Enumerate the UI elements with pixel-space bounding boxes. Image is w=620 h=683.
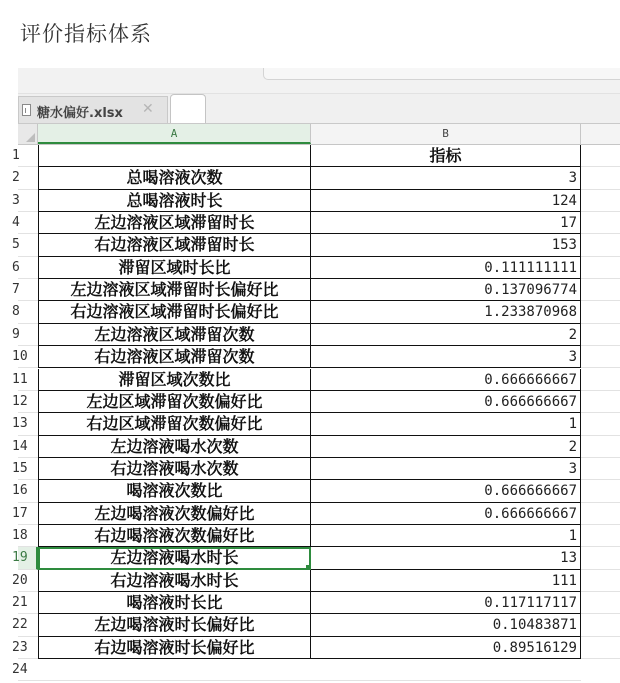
indicator-name-cell[interactable]: 滞留区域次数比 (38, 369, 311, 391)
indicator-name-cell[interactable]: 右边区域滞留次数偏好比 (38, 413, 311, 435)
indicator-name-cell[interactable]: 右边溶液喝水时长 (38, 570, 311, 592)
indicator-name-cell[interactable]: 右边喝溶液时长偏好比 (38, 637, 311, 659)
indicator-value-cell[interactable]: 3 (311, 458, 581, 480)
column-header-row (18, 124, 620, 145)
row-number[interactable]: 14 (18, 436, 38, 458)
empty-cell[interactable] (581, 570, 620, 592)
row-number[interactable]: 18 (18, 525, 38, 547)
table-row (12, 413, 620, 435)
row-number[interactable]: 23 (18, 637, 38, 659)
row-number[interactable]: 9 (18, 324, 38, 346)
indicator-value-cell[interactable]: 0.111111111 (311, 257, 581, 279)
row-number[interactable]: 15 (18, 458, 38, 480)
select-all-corner[interactable] (18, 124, 38, 144)
toolbar-strip (18, 68, 620, 94)
empty-cell[interactable] (581, 592, 620, 614)
row-number[interactable]: 4 (18, 212, 38, 234)
row-number[interactable]: 7 (18, 279, 38, 301)
table-row (12, 637, 620, 659)
empty-cell[interactable] (581, 190, 620, 212)
indicator-name-cell[interactable]: 喝溶液时长比 (38, 592, 311, 614)
table-row (12, 391, 620, 413)
table-row (12, 212, 620, 234)
empty-cell[interactable] (581, 525, 620, 547)
close-tab-icon[interactable]: ✕ (142, 101, 154, 117)
table-row (12, 167, 620, 189)
cell-a1[interactable] (38, 145, 311, 167)
table-row (12, 279, 620, 301)
indicator-value-cell[interactable]: 0.89516129 (311, 637, 581, 659)
empty-cell[interactable] (581, 391, 620, 413)
empty-cell[interactable] (581, 614, 620, 636)
indicator-name-cell[interactable]: 右边溶液区域滞留次数 (38, 346, 311, 368)
table-row (12, 190, 620, 212)
cell-b1-header[interactable]: 指标 (311, 145, 581, 167)
empty-cell[interactable] (581, 324, 620, 346)
indicator-value-cell[interactable]: 111 (311, 570, 581, 592)
indicator-name-cell[interactable]: 右边喝溶液次数偏好比 (38, 525, 311, 547)
empty-cell[interactable] (581, 301, 620, 323)
empty-cell[interactable] (581, 436, 620, 458)
indicator-name-cell[interactable]: 喝溶液次数比 (38, 480, 311, 502)
indicator-value-cell[interactable]: 2 (311, 436, 581, 458)
indicator-name-cell[interactable]: 左边喝溶液次数偏好比 (38, 503, 311, 525)
empty-cell[interactable] (38, 659, 311, 681)
indicator-name-cell[interactable]: 右边溶液喝水次数 (38, 458, 311, 480)
indicator-value-cell[interactable]: 1.233870968 (311, 301, 581, 323)
table-row (12, 547, 620, 569)
file-tab[interactable] (18, 96, 168, 123)
new-tab-button[interactable] (170, 94, 206, 123)
empty-cell[interactable] (581, 279, 620, 301)
indicator-name-cell[interactable]: 左边区域滞留次数偏好比 (38, 391, 311, 413)
empty-cell[interactable] (581, 234, 620, 256)
table-row (12, 234, 620, 256)
table-row (12, 436, 620, 458)
empty-cell[interactable] (581, 346, 620, 368)
row-number[interactable]: 22 (18, 614, 38, 636)
table-row (12, 592, 620, 614)
indicator-name-cell[interactable]: 总喝溶液次数 (38, 167, 311, 189)
row-number[interactable]: 13 (18, 413, 38, 435)
row-number[interactable]: 10 (18, 346, 38, 368)
cell-c1[interactable] (581, 145, 620, 167)
empty-cell[interactable] (581, 637, 620, 659)
indicator-value-cell[interactable]: 2 (311, 324, 581, 346)
indicator-value-cell[interactable]: 1 (311, 525, 581, 547)
row-number[interactable]: 24 (18, 659, 38, 681)
indicator-name-cell[interactable]: 左边溶液区域滞留时长偏好比 (38, 279, 311, 301)
indicator-name-cell[interactable]: 滞留区域时长比 (38, 257, 311, 279)
row-number[interactable]: 6 (18, 257, 38, 279)
empty-cell[interactable] (581, 257, 620, 279)
row-number[interactable]: 3 (18, 190, 38, 212)
table-row (12, 503, 620, 525)
row-number[interactable]: 21 (18, 592, 38, 614)
empty-cell[interactable] (581, 480, 620, 502)
empty-cell[interactable] (311, 659, 581, 681)
indicator-name-cell[interactable]: 总喝溶液时长 (38, 190, 311, 212)
row-number[interactable]: 19 (18, 547, 38, 569)
indicator-name-cell[interactable]: 右边溶液区域滞留时长偏好比 (38, 301, 311, 323)
indicator-name-cell[interactable]: 右边溶液区域滞留时长 (38, 234, 311, 256)
empty-cell[interactable] (581, 369, 620, 391)
table-row (12, 458, 620, 480)
row-number[interactable]: 8 (18, 301, 38, 323)
indicator-value-cell[interactable]: 153 (311, 234, 581, 256)
table-header-row (12, 145, 620, 167)
indicator-value-cell[interactable]: 0.666666667 (311, 480, 581, 502)
row-number[interactable]: 16 (18, 480, 38, 502)
indicator-value-cell[interactable]: 0.666666667 (311, 391, 581, 413)
table-row (12, 346, 620, 368)
tab-bar (18, 94, 620, 124)
row-number[interactable]: 2 (18, 167, 38, 189)
row-number[interactable]: 5 (18, 234, 38, 256)
indicator-value-cell[interactable]: 17 (311, 212, 581, 234)
table-row (12, 480, 620, 502)
indicator-value-cell[interactable]: 0.137096774 (311, 279, 581, 301)
table-row (12, 369, 620, 391)
table-row (12, 257, 620, 279)
toolbar-notch (263, 68, 620, 80)
column-header-a[interactable]: A (38, 124, 311, 144)
page-title: 评价指标体系 (20, 22, 152, 46)
indicator-name-cell[interactable]: 左边喝溶液时长偏好比 (38, 614, 311, 636)
row-number[interactable]: 1 (18, 145, 38, 167)
indicator-value-cell[interactable]: 1 (311, 413, 581, 435)
indicator-name-cell[interactable]: 左边溶液区域滞留次数 (38, 324, 311, 346)
empty-row (12, 659, 620, 681)
indicator-value-cell[interactable]: 0.10483871 (311, 614, 581, 636)
empty-cell[interactable] (581, 212, 620, 234)
indicator-value-cell[interactable]: 124 (311, 190, 581, 212)
table-row (12, 570, 620, 592)
indicator-value-cell[interactable]: 3 (311, 346, 581, 368)
empty-cell[interactable] (581, 547, 620, 569)
table-row (12, 614, 620, 636)
row-number[interactable]: 17 (18, 503, 38, 525)
row-number[interactable]: 12 (18, 391, 38, 413)
table-row (12, 324, 620, 346)
empty-cell[interactable] (581, 503, 620, 525)
spreadsheet-file-icon (22, 104, 31, 116)
empty-cell[interactable] (581, 413, 620, 435)
row-number[interactable]: 11 (18, 369, 38, 391)
table-row (12, 525, 620, 547)
empty-cell[interactable] (581, 167, 620, 189)
empty-cell[interactable] (581, 458, 620, 480)
column-header-c[interactable] (581, 124, 620, 144)
indicator-name-cell[interactable]: 左边溶液喝水次数 (38, 436, 311, 458)
indicator-name-cell[interactable]: 左边溶液区域滞留时长 (38, 212, 311, 234)
file-tab-label: 糖水偏好.xlsx (37, 106, 123, 121)
spreadsheet-window (12, 68, 620, 683)
indicator-value-cell[interactable]: 0.666666667 (311, 503, 581, 525)
row-number[interactable]: 20 (18, 570, 38, 592)
indicator-value-cell[interactable]: 3 (311, 167, 581, 189)
indicator-value-cell[interactable]: 13 (311, 547, 581, 569)
indicator-value-cell[interactable]: 0.117117117 (311, 592, 581, 614)
table-row (12, 301, 620, 323)
indicator-value-cell[interactable]: 0.666666667 (311, 369, 581, 391)
column-header-b[interactable]: B (311, 124, 581, 144)
indicator-name-cell[interactable]: 左边溶液喝水时长 (38, 547, 311, 569)
